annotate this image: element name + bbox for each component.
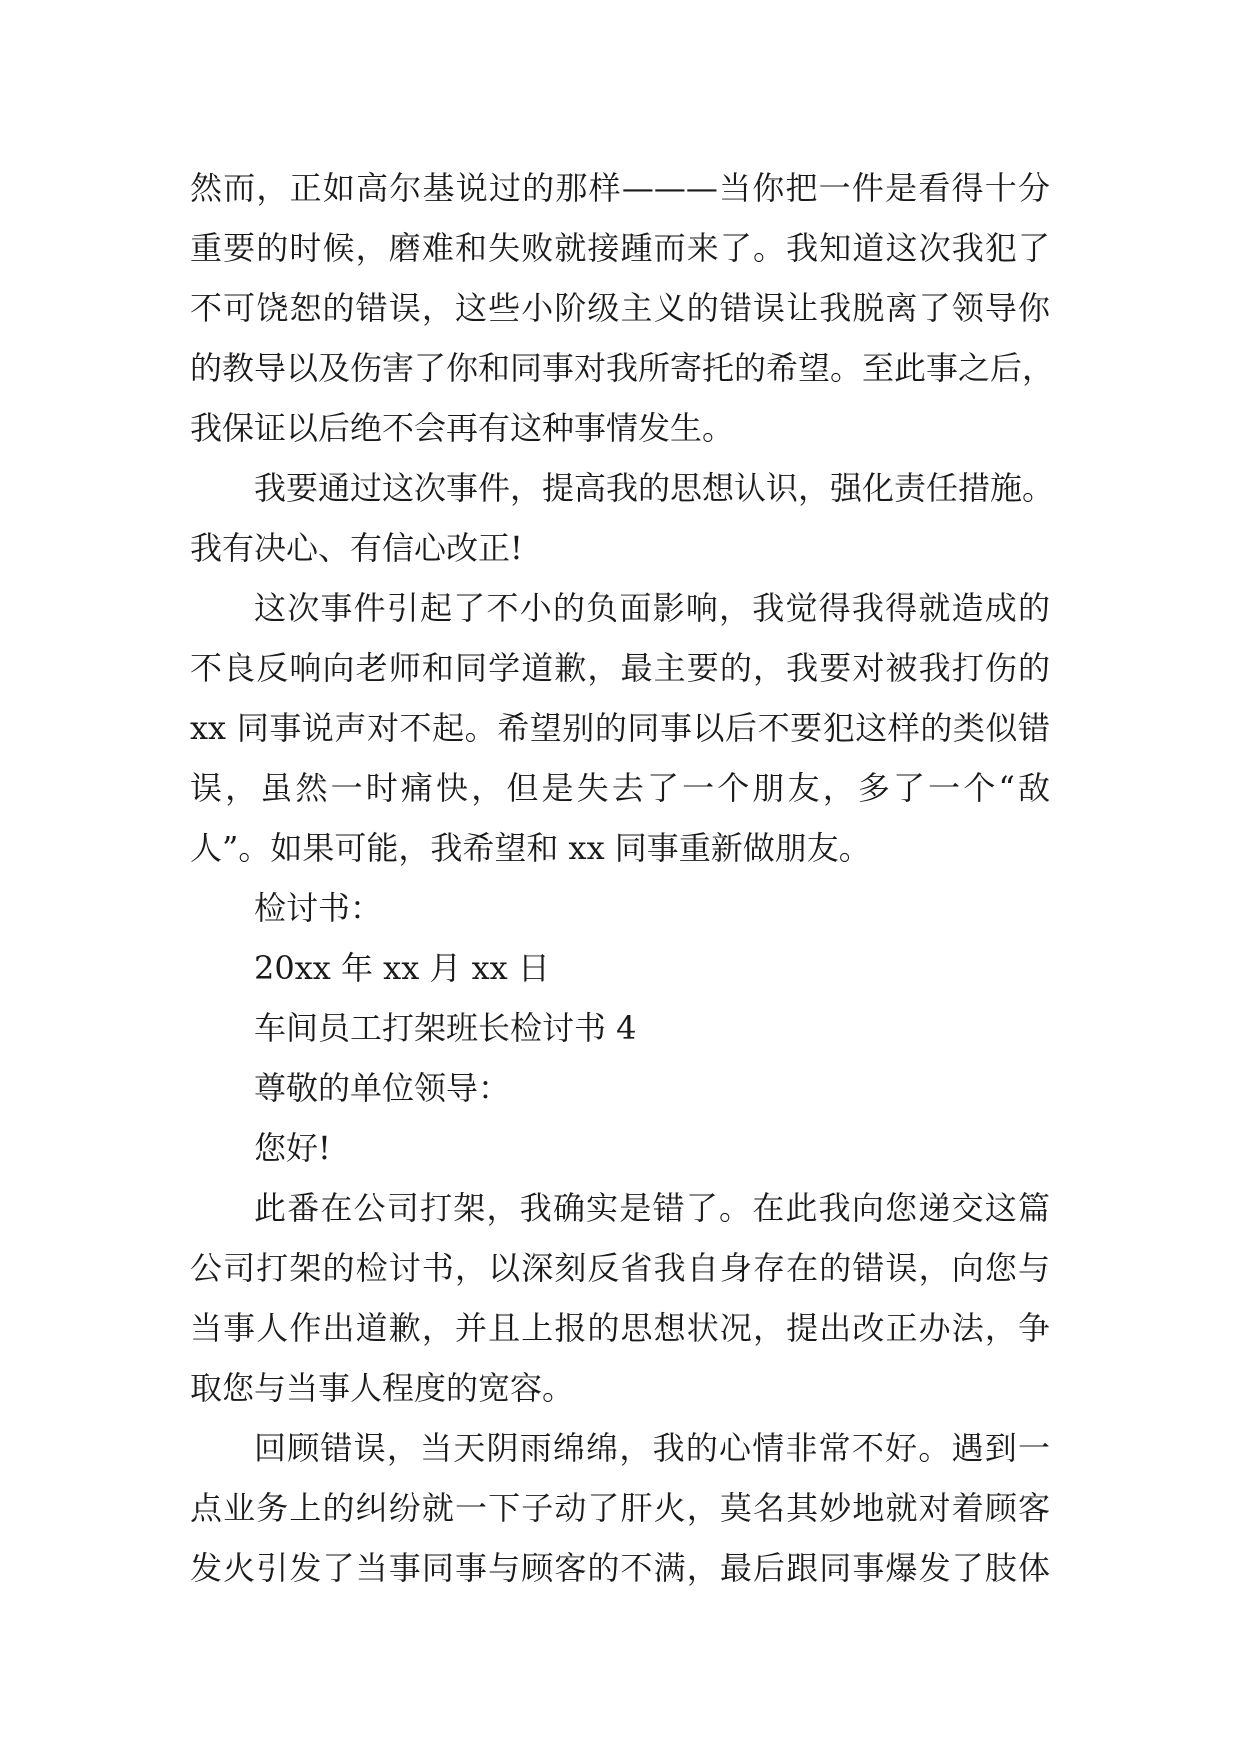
text-line: 然而，正如高尔基说过的那样———当你把一件是看得十分 xyxy=(190,169,1050,207)
text-line: 我有决心、有信心改正! xyxy=(190,529,523,567)
text-line: 这次事件引起了不小的负面影响，我觉得我得就造成的 xyxy=(254,589,1050,627)
text-line: 取您与当事人程度的宽容。 xyxy=(190,1369,575,1407)
date-line: 20xx 年 xx 月 xx 日 xyxy=(254,949,550,987)
closing-label: 检讨书： xyxy=(254,889,383,927)
text-line: xx 同事说声对不起。希望别的同事以后不要犯这样的类似错 xyxy=(190,709,1050,747)
text-line: 我保证以后绝不会再有这种事情发生。 xyxy=(190,409,735,447)
text-line: 我要通过这次事件，提高我的思想认识，强化责任措施。 xyxy=(254,469,1055,507)
greeting: 您好! xyxy=(254,1129,331,1167)
text-line: 回顾错误，当天阴雨绵绵，我的心情非常不好。遇到一 xyxy=(254,1429,1050,1467)
text-line: 当事人作出道歉，并且上报的思想状况，提出改正办法，争 xyxy=(190,1309,1050,1347)
text-line: 公司打架的检讨书，以深刻反省我自身存在的错误，向您与 xyxy=(190,1249,1050,1287)
text-line: 不良反响向老师和同学道歉，最主要的，我要对被我打伤的 xyxy=(190,649,1050,687)
text-line: 发火引发了当事同事与顾客的不满，最后跟同事爆发了肢体 xyxy=(190,1549,1050,1587)
text-line: 此番在公司打架，我确实是错了。在此我向您递交这篇 xyxy=(254,1189,1050,1227)
section-title: 车间员工打架班长检讨书 4 xyxy=(254,1009,637,1047)
text-line: 点业务上的纠纷就一下子动了肝火，莫名其妙地就对着顾客 xyxy=(190,1489,1050,1527)
text-line: 的教导以及伤害了你和同事对我所寄托的希望。至此事之后， xyxy=(190,349,1055,387)
text-line: 重要的时候，磨难和失败就接踵而来了。我知道这次我犯了 xyxy=(190,229,1050,267)
text-line: 误，虽然一时痛快，但是失去了一个朋友，多了一个“敌 xyxy=(190,769,1050,807)
text-line: 人”。如果可能，我希望和 xx 同事重新做朋友。 xyxy=(190,829,871,867)
text-line: 不可饶恕的错误，这些小阶级主义的错误让我脱离了领导你 xyxy=(190,289,1050,327)
salutation: 尊敬的单位领导： xyxy=(254,1069,511,1107)
